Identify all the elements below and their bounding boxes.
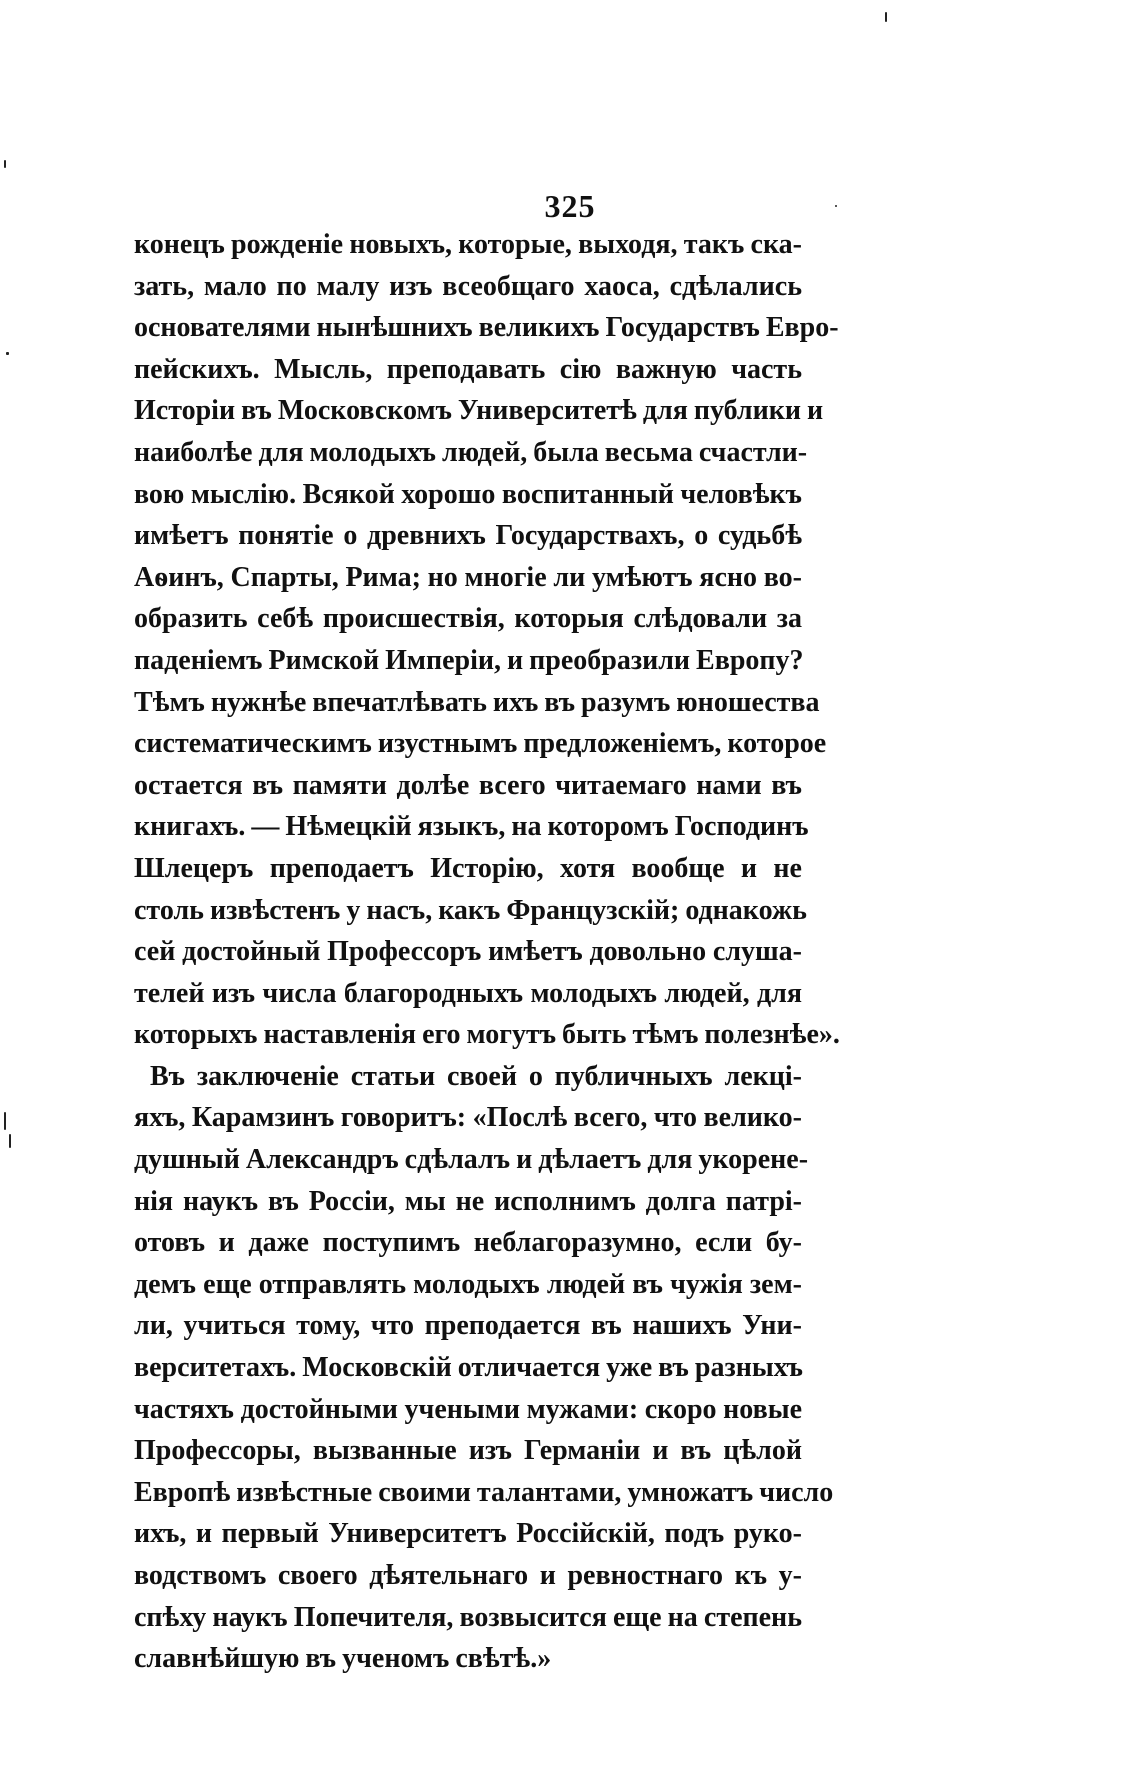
text-line: остается въ памяти долѣе всего читаемаго нами въ: [134, 769, 802, 801]
text-line: частяхъ достойными учеными мужами: скоро новые: [134, 1393, 802, 1425]
text-line: систематическимъ изустнымъ предложеніемъ, которое: [134, 728, 827, 760]
text-line: основателями нынѣшнихъ великихъ Государствъ Евро-: [134, 312, 839, 344]
text-line: конецъ рожденіе новыхъ, которые, выходя, такъ ска-: [134, 229, 802, 260]
text-line: наиболѣе для молодыхъ людей, была весьма счастли-: [134, 436, 808, 468]
scan-speck: [4, 160, 6, 168]
text-line: Профессоры, вызванные изъ Германіи и въ цѣлой: [134, 1435, 802, 1467]
text-line: книгахъ. — Нѣмецкій языкъ, на которомъ Господинъ: [134, 811, 809, 843]
text-line: вою мыслію. Всякой хорошо воспитанный человѣкъ: [134, 478, 802, 510]
text-line: зать, мало по малу изъ всеобщаго хаоса, сдѣлались: [134, 270, 802, 302]
text-line: Исторіи въ Московскомъ Университетѣ для публики и: [134, 395, 824, 427]
text-line: Тѣмъ нужнѣе впечатлѣвать ихъ въ разумъ юношества: [134, 686, 820, 718]
text-line: Аѳинъ, Спарты, Рима; но многіе ли умѣютъ ясно во-: [134, 561, 802, 593]
text-line: имѣетъ понятіе о древнихъ Государствахъ, о судьбѣ: [134, 520, 802, 552]
scan-speck: [885, 12, 887, 22]
text-line: демъ еще отправлять молодыхъ людей въ чужія зем-: [134, 1268, 802, 1300]
text-line: водствомъ своего дѣятельнаго и ревностнаго къ у-: [134, 1560, 802, 1591]
scan-speck: [9, 1134, 11, 1148]
page-number: 325: [544, 188, 596, 224]
scan-speck: [6, 352, 9, 355]
text-line: верситетахъ. Московскій отличается уже въ разныхъ: [134, 1352, 803, 1384]
text-line: яхъ, Карамзинъ говоритъ: «Послѣ всего, что велико-: [134, 1102, 802, 1134]
text-line: Европѣ извѣстные своими талантами, умножатъ число: [134, 1476, 834, 1508]
text-line: славнѣйшую въ ученомъ свѣтѣ.»: [134, 1643, 552, 1675]
text-line: пейскихъ. Мысль, преподавать сію важную часть: [134, 353, 802, 385]
text-line: Шлецеръ преподаетъ Исторію, хотя вообще и не: [134, 852, 802, 884]
body-text: [134, 224, 840, 1680]
text-line: образить себѣ происшествія, которыя слѣдовали за: [134, 603, 802, 635]
text-line: телей изъ числа благородныхъ молодыхъ людей, для: [134, 977, 802, 1009]
text-line: паденіемъ Римской Имперіи, и преобразили Европу?: [134, 644, 804, 676]
scan-speck: [835, 205, 837, 207]
text-line: нія наукъ въ Россіи, мы не исполнимъ долга патрі-: [134, 1185, 802, 1217]
text-line: ихъ, и первый Университетъ Россійскій, подъ руко-: [134, 1518, 802, 1550]
text-line: столь извѣстенъ у насъ, какъ Французскій; однакожь: [134, 894, 807, 926]
text-line: которыхъ наставленія его могутъ быть тѣмъ полезнѣе».: [134, 1019, 840, 1051]
text-line: отовъ и даже поступимъ неблагоразумно, если бу-: [134, 1227, 802, 1259]
text-line: душный Александръ сдѣлалъ и дѣлаетъ для укорене-: [134, 1144, 809, 1176]
text-line: ли, учиться тому, что преподается въ нашихъ Уни-: [134, 1310, 802, 1342]
scan-speck: [4, 1112, 6, 1130]
text-line: спѣху наукъ Попечителя, возвысится еще на степень: [134, 1601, 802, 1633]
text-line: сей достойный Профессоръ имѣетъ довольно слуша-: [134, 936, 802, 968]
paragraph-start-line: Въ заключеніе статьи своей о публичныхъ лекці-: [150, 1060, 802, 1092]
